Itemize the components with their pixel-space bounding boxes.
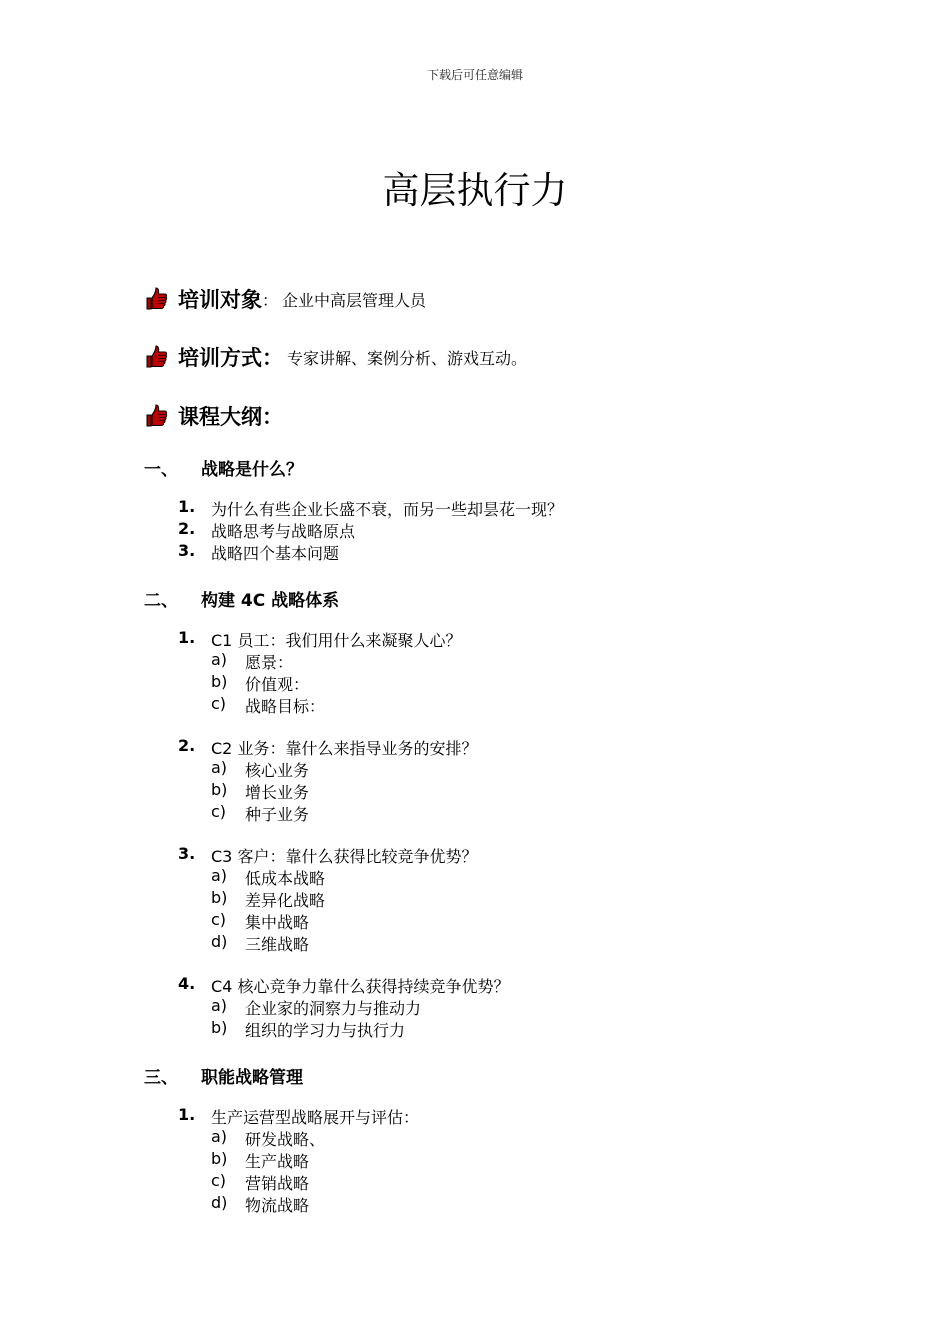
thumbs-up-icon <box>144 403 168 429</box>
section-heading <box>144 1063 303 1088</box>
outline-subitem <box>211 910 309 933</box>
section-number: 二、 <box>144 591 178 611</box>
meta-label: 培训对象 <box>178 288 262 312</box>
outline-item <box>178 1105 419 1128</box>
subitem-text: 组织的学习力与执行力 <box>245 1021 406 1040</box>
section-heading <box>144 586 339 611</box>
item-number: 3. <box>178 541 196 560</box>
subitem-letter: b) <box>211 1149 228 1168</box>
outline-subitem <box>211 650 293 673</box>
item-text: 战略四个基本问题 <box>211 544 340 563</box>
section-title: 战略是什么？ <box>201 460 303 480</box>
meta-separator: ： <box>262 290 279 310</box>
subitem-letter: b) <box>211 888 228 907</box>
subitem-text: 价值观： <box>245 675 310 694</box>
thumbs-up-icon <box>144 286 168 312</box>
section-number: 一、 <box>144 460 178 480</box>
outline-item <box>178 628 461 651</box>
outline-subitem <box>211 866 325 889</box>
item-text: C1 员工：我们用什么来凝聚人心？ <box>211 631 462 650</box>
item-number: 3. <box>178 844 196 863</box>
outline-item <box>178 844 477 867</box>
meta-label: 培训方式： <box>178 346 283 370</box>
outline-subitem <box>211 1171 309 1194</box>
meta-row <box>144 342 527 372</box>
subitem-text: 物流战略 <box>245 1196 310 1215</box>
subitem-text: 营销战略 <box>245 1174 310 1193</box>
subitem-text: 差异化战略 <box>245 891 326 910</box>
subitem-letter: b) <box>211 780 228 799</box>
subitem-letter: c) <box>211 694 227 713</box>
outline-item <box>178 736 477 759</box>
subitem-letter: c) <box>211 910 227 929</box>
outline-item <box>178 519 355 542</box>
item-text: 生产运营型战略展开与评估： <box>211 1108 420 1127</box>
item-text: C4 核心竞争力靠什么获得持续竞争优势？ <box>211 977 510 996</box>
item-text: 为什么有些企业长盛不衰，而另一些却昙花一现？ <box>211 500 564 519</box>
outline-subitem <box>211 1018 405 1041</box>
outline-subitem <box>211 932 309 955</box>
item-text: C2 业务：靠什么来指导业务的安排？ <box>211 739 478 758</box>
subitem-letter: a) <box>211 866 228 885</box>
subitem-text: 企业家的洞察力与推动力 <box>245 999 422 1018</box>
page-title: 高层执行力 <box>382 169 568 212</box>
subitem-text: 研发战略、 <box>245 1130 326 1149</box>
outline-subitem <box>211 996 421 1019</box>
item-number: 1. <box>178 497 196 516</box>
outline-item <box>178 541 339 564</box>
subitem-text: 生产战略 <box>245 1152 310 1171</box>
subitem-letter: c) <box>211 802 227 821</box>
meta-row <box>144 401 283 431</box>
meta-value: 专家讲解、案例分析、游戏互动。 <box>287 348 528 368</box>
item-number: 4. <box>178 974 196 993</box>
item-number: 1. <box>178 1105 196 1124</box>
outline-subitem <box>211 780 309 803</box>
subitem-text: 三维战略 <box>245 935 310 954</box>
meta-value: 企业中高层管理人员 <box>282 290 427 310</box>
outline-item <box>178 974 509 997</box>
header-note: 下载后可任意编辑 <box>426 68 523 82</box>
subitem-text: 低成本战略 <box>245 869 326 888</box>
section-heading <box>144 455 303 480</box>
outline-subitem <box>211 758 309 781</box>
outline-subitem <box>211 802 309 825</box>
outline-subitem <box>211 1127 325 1150</box>
subitem-letter: a) <box>211 758 228 777</box>
meta-row <box>144 284 426 314</box>
item-number: 2. <box>178 736 196 755</box>
subitem-text: 核心业务 <box>245 761 310 780</box>
item-number: 1. <box>178 628 196 647</box>
subitem-text: 集中战略 <box>245 913 310 932</box>
section-title: 构建 4C 战略体系 <box>201 591 340 611</box>
subitem-letter: a) <box>211 1127 228 1146</box>
subitem-text: 愿景： <box>245 653 294 672</box>
subitem-text: 种子业务 <box>245 805 310 824</box>
outline-subitem <box>211 694 325 717</box>
subitem-letter: a) <box>211 650 228 669</box>
section-number: 三、 <box>144 1068 178 1088</box>
subitem-letter: b) <box>211 1018 228 1037</box>
item-text: C3 客户：靠什么获得比较竞争优势？ <box>211 847 478 866</box>
outline-item <box>178 497 563 520</box>
subitem-text: 增长业务 <box>245 783 310 802</box>
subitem-letter: c) <box>211 1171 227 1190</box>
subitem-text: 战略目标： <box>245 697 326 716</box>
outline-subitem <box>211 1193 309 1216</box>
item-number: 2. <box>178 519 196 538</box>
subitem-letter: d) <box>211 1193 228 1212</box>
subitem-letter: b) <box>211 672 228 691</box>
item-text: 战略思考与战略原点 <box>211 522 356 541</box>
outline-subitem <box>211 888 325 911</box>
subitem-letter: d) <box>211 932 228 951</box>
section-title: 职能战略管理 <box>201 1068 303 1088</box>
thumbs-up-icon <box>144 344 168 370</box>
outline-subitem <box>211 1149 309 1172</box>
subitem-letter: a) <box>211 996 228 1015</box>
outline-subitem <box>211 672 309 695</box>
meta-label: 课程大纲： <box>178 405 283 429</box>
